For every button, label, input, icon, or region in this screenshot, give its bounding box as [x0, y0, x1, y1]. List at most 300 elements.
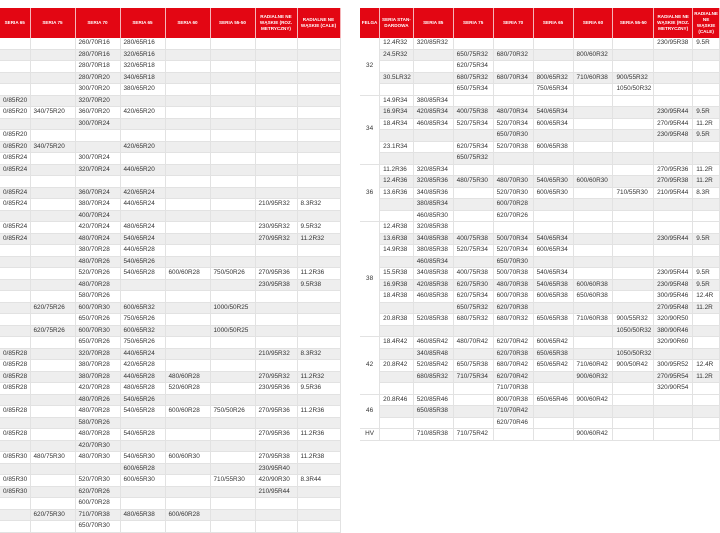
table-row — [360, 371, 720, 383]
table-cell — [573, 222, 613, 234]
table-cell — [693, 406, 720, 418]
table-cell — [654, 141, 693, 153]
table-cell: 480/70R30 — [493, 176, 533, 188]
table-cell: 16.9R34 — [380, 107, 414, 119]
table-row — [0, 95, 340, 107]
table-row — [0, 498, 340, 510]
table-row — [360, 302, 720, 314]
table-cell: 270/95R54 — [654, 371, 693, 383]
table-cell — [30, 256, 75, 268]
table-cell: 620/75R34 — [453, 141, 493, 153]
table-cell — [165, 394, 210, 406]
table-row — [360, 72, 720, 84]
table-cell — [654, 394, 693, 406]
column-header: SERIA 75 — [30, 8, 75, 38]
table-cell: 12.4R — [693, 360, 720, 372]
table-row — [360, 268, 720, 280]
table-row — [0, 38, 340, 49]
rim-size-cell: 42 — [360, 337, 380, 395]
table-cell: 11.2R — [693, 371, 720, 383]
table-cell — [297, 245, 340, 257]
table-cell — [30, 49, 75, 61]
table-cell — [30, 383, 75, 395]
table-cell — [613, 279, 654, 291]
table-cell — [654, 61, 693, 73]
table-cell — [693, 199, 720, 211]
table-cell: 800/65R32 — [533, 72, 573, 84]
rim-size-cell: 36 — [360, 164, 380, 222]
table-cell — [413, 72, 453, 84]
table-row — [360, 153, 720, 165]
table-cell — [165, 233, 210, 245]
table-cell: 380/70R28 — [75, 245, 120, 257]
table-cell: 600/65R28 — [120, 463, 165, 475]
table-cell: 500/70R34 — [493, 233, 533, 245]
table-cell: 210/95R32 — [255, 199, 297, 211]
table-cell — [573, 383, 613, 395]
table-cell: 0/85R24 — [0, 153, 30, 165]
table-cell: 0/85R24 — [0, 233, 30, 245]
table-cell: 600/60R30 — [573, 176, 613, 188]
table-cell: 13.6R38 — [380, 233, 414, 245]
table-cell — [30, 130, 75, 142]
table-cell — [165, 302, 210, 314]
table-cell — [30, 153, 75, 165]
table-cell — [573, 417, 613, 429]
table-cell — [30, 498, 75, 510]
table-cell: 9.5R — [693, 233, 720, 245]
table-cell: 800/60R32 — [573, 49, 613, 61]
table-cell — [75, 176, 120, 188]
table-row — [360, 417, 720, 429]
table-cell: 400/75R38 — [453, 268, 493, 280]
table-cell — [210, 394, 255, 406]
table-cell: 650/70R30 — [493, 130, 533, 142]
table-cell — [165, 325, 210, 337]
table-cell — [297, 95, 340, 107]
table-cell: 900/55R32 — [613, 72, 654, 84]
table-cell — [30, 176, 75, 188]
table-cell: 0/85R28 — [0, 360, 30, 372]
table-cell: 9.5R32 — [297, 222, 340, 234]
table-cell: 340/85R36 — [413, 187, 453, 199]
table-cell — [380, 302, 414, 314]
column-header: SERIA 85 — [413, 8, 453, 38]
table-cell — [255, 314, 297, 326]
column-header: SERIA 60 — [165, 8, 210, 38]
table-cell: 480/70R28 — [75, 279, 120, 291]
table-cell: 380/85R34 — [413, 199, 453, 211]
table-cell: 230/95R40 — [255, 463, 297, 475]
table-cell: 600/65R34 — [533, 245, 573, 257]
table-cell: 230/95R48 — [654, 279, 693, 291]
table-cell — [380, 199, 414, 211]
table-cell: 11.2R38 — [297, 452, 340, 464]
table-row — [0, 245, 340, 257]
table-cell — [573, 187, 613, 199]
table-cell: 340/65R18 — [120, 72, 165, 84]
table-cell — [120, 210, 165, 222]
table-cell: 750/65R34 — [533, 84, 573, 96]
table-cell: 520/85R42 — [413, 360, 453, 372]
table-cell: 600/70R30 — [75, 325, 120, 337]
table-cell: 520/70R34 — [493, 245, 533, 257]
table-cell — [693, 72, 720, 84]
table-cell: 420/70R24 — [75, 222, 120, 234]
table-row — [0, 337, 340, 349]
table-cell: 710/70R38 — [493, 383, 533, 395]
table-cell — [0, 279, 30, 291]
column-header: FELGA — [360, 8, 380, 38]
table-cell: 540/65R30 — [120, 452, 165, 464]
table-cell — [30, 429, 75, 441]
table-cell: 380/70R24 — [75, 199, 120, 211]
table-cell: 580/70R26 — [75, 291, 120, 303]
table-row — [0, 406, 340, 418]
table-cell — [165, 118, 210, 130]
table-cell — [613, 291, 654, 303]
table-cell: 320/90R50 — [654, 314, 693, 326]
table-row — [360, 187, 720, 199]
table-cell: 900/50R42 — [613, 360, 654, 372]
table-cell — [380, 256, 414, 268]
table-cell — [0, 498, 30, 510]
table-cell: 480/65R24 — [120, 222, 165, 234]
table-cell: 620/70R26 — [493, 210, 533, 222]
table-cell: 18.4R42 — [380, 337, 414, 349]
table-cell — [165, 153, 210, 165]
table-cell: 1000/50R25 — [210, 325, 255, 337]
table-cell — [165, 521, 210, 533]
table-cell: 900/60R42 — [573, 394, 613, 406]
table-cell: 900/60R32 — [573, 371, 613, 383]
table-cell: 520/70R30 — [75, 475, 120, 487]
table-cell — [413, 84, 453, 96]
table-cell — [210, 130, 255, 142]
table-cell: 650/75R38 — [453, 360, 493, 372]
table-cell: 520/70R38 — [493, 141, 533, 153]
table-cell — [165, 498, 210, 510]
table-row — [0, 84, 340, 96]
table-row — [360, 107, 720, 119]
table-cell: 320/70R28 — [75, 348, 120, 360]
table-cell: 480/70R24 — [75, 233, 120, 245]
table-cell — [0, 268, 30, 280]
table-cell: 340/85R48 — [413, 348, 453, 360]
table-cell: 520/75R34 — [453, 118, 493, 130]
table-cell: 14.9R38 — [380, 245, 414, 257]
table-row — [360, 95, 720, 107]
table-cell — [493, 84, 533, 96]
table-cell — [613, 371, 654, 383]
table-row — [0, 440, 340, 452]
table-cell — [120, 176, 165, 188]
table-cell: 12.4R36 — [380, 176, 414, 188]
table-cell — [297, 61, 340, 73]
table-cell — [255, 118, 297, 130]
table-cell: 540/65R24 — [120, 233, 165, 245]
table-cell — [297, 314, 340, 326]
table-cell: 600/65R32 — [120, 302, 165, 314]
table-cell — [533, 417, 573, 429]
table-cell: 270/95R36 — [255, 429, 297, 441]
table-cell: 600/70R30 — [75, 302, 120, 314]
table-cell: 230/95R44 — [654, 233, 693, 245]
table-cell: 520/70R34 — [493, 118, 533, 130]
table-cell: 420/90R30 — [255, 475, 297, 487]
table-cell — [30, 245, 75, 257]
table-cell — [613, 141, 654, 153]
table-cell — [573, 118, 613, 130]
table-cell: 600/65R30 — [533, 187, 573, 199]
table-row — [360, 49, 720, 61]
table-cell — [493, 429, 533, 441]
table-cell: 600/70R28 — [493, 199, 533, 211]
table-cell: 24.5R32 — [380, 49, 414, 61]
table-cell: 0/85R30 — [0, 452, 30, 464]
table-cell — [533, 406, 573, 418]
table-cell — [380, 130, 414, 142]
table-cell — [165, 72, 210, 84]
table-cell — [30, 72, 75, 84]
table-cell: 1050/50R32 — [613, 84, 654, 96]
table-cell: 0/85R28 — [0, 371, 30, 383]
table-cell: 480/70R30 — [75, 452, 120, 464]
table-cell — [30, 118, 75, 130]
table-cell: 11.2R — [693, 164, 720, 176]
table-cell — [297, 291, 340, 303]
table-cell — [30, 337, 75, 349]
table-cell — [165, 199, 210, 211]
table-cell — [613, 164, 654, 176]
table-cell: 520/70R26 — [75, 268, 120, 280]
table-cell — [613, 118, 654, 130]
table-cell — [255, 245, 297, 257]
table-row — [0, 348, 340, 360]
table-cell: 710/75R34 — [453, 371, 493, 383]
table-cell — [613, 394, 654, 406]
table-cell: 650/65R46 — [533, 394, 573, 406]
table-cell — [453, 38, 493, 49]
table-row — [360, 360, 720, 372]
table-cell: 460/85R34 — [413, 118, 453, 130]
table-cell: 480/60R28 — [165, 371, 210, 383]
table-cell: 9.5R — [693, 279, 720, 291]
table-cell — [0, 38, 30, 49]
table-cell — [493, 61, 533, 73]
table-cell — [533, 49, 573, 61]
table-cell: 270/95R36 — [255, 268, 297, 280]
table-cell: 300/95R46 — [654, 291, 693, 303]
table-row — [360, 199, 720, 211]
table-cell: 710/75R42 — [453, 429, 493, 441]
table-cell: 230/95R48 — [654, 130, 693, 142]
table-cell — [30, 279, 75, 291]
table-cell: 650/75R34 — [453, 84, 493, 96]
table-row — [360, 38, 720, 49]
table-cell — [255, 153, 297, 165]
table-cell: 420/65R20 — [120, 107, 165, 119]
table-cell: 420/70R28 — [75, 383, 120, 395]
table-cell: 900/60R42 — [573, 429, 613, 441]
table-row — [0, 199, 340, 211]
table-cell — [0, 245, 30, 257]
table-cell — [30, 371, 75, 383]
table-cell — [453, 325, 493, 337]
table-cell: 540/65R38 — [533, 279, 573, 291]
table-cell — [413, 49, 453, 61]
table-cell — [297, 440, 340, 452]
table-cell — [255, 38, 297, 49]
table-cell — [493, 95, 533, 107]
table-cell: 360/70R24 — [75, 187, 120, 199]
table-cell — [297, 107, 340, 119]
table-cell — [210, 509, 255, 521]
table-cell: 540/65R34 — [533, 233, 573, 245]
table-cell: 650/70R26 — [75, 337, 120, 349]
table-cell: 270/95R32 — [255, 371, 297, 383]
table-cell — [453, 348, 493, 360]
table-row — [360, 130, 720, 142]
table-cell — [297, 256, 340, 268]
table-cell: 11.2R36 — [297, 268, 340, 280]
table-cell — [573, 38, 613, 49]
table-cell — [255, 394, 297, 406]
table-cell — [413, 153, 453, 165]
table-cell — [453, 130, 493, 142]
table-cell — [654, 153, 693, 165]
table-cell: 750/50R26 — [210, 406, 255, 418]
table-cell — [413, 325, 453, 337]
table-cell — [30, 463, 75, 475]
table-cell — [30, 84, 75, 96]
table-cell — [120, 440, 165, 452]
table-cell: 620/70R38 — [493, 348, 533, 360]
table-row — [360, 164, 720, 176]
table-cell — [453, 199, 493, 211]
table-cell — [165, 486, 210, 498]
table-cell — [210, 84, 255, 96]
table-cell — [533, 222, 573, 234]
table-row — [0, 256, 340, 268]
table-cell: 320/85R38 — [413, 222, 453, 234]
table-row — [360, 383, 720, 395]
table-cell — [693, 429, 720, 441]
table-cell: 650/65R38 — [533, 348, 573, 360]
table-cell — [120, 130, 165, 142]
table-cell: 9.5R — [693, 268, 720, 280]
table-cell: 540/65R28 — [120, 406, 165, 418]
table-row — [360, 256, 720, 268]
table-cell — [297, 417, 340, 429]
table-cell — [210, 521, 255, 533]
table-cell: 480/75R30 — [30, 452, 75, 464]
table-cell — [453, 394, 493, 406]
table-cell — [533, 256, 573, 268]
table-row — [0, 360, 340, 372]
table-cell — [255, 291, 297, 303]
table-cell — [380, 406, 414, 418]
table-cell — [613, 176, 654, 188]
rim-size-cell: 38 — [360, 222, 380, 337]
table-row — [360, 222, 720, 234]
table-cell: 440/65R24 — [120, 348, 165, 360]
table-cell: 480/75R30 — [453, 176, 493, 188]
table-cell: 210/95R44 — [255, 486, 297, 498]
table-cell — [165, 84, 210, 96]
table-cell — [165, 475, 210, 487]
table-cell: 710/55R30 — [210, 475, 255, 487]
table-cell — [0, 84, 30, 96]
table-cell — [533, 429, 573, 441]
table-cell — [255, 521, 297, 533]
table-cell — [297, 509, 340, 521]
table-cell — [210, 452, 255, 464]
table-cell — [0, 49, 30, 61]
table-row — [0, 176, 340, 188]
table-cell: 580/70R26 — [75, 417, 120, 429]
column-header: SERIA 55-50 — [210, 8, 255, 38]
table-cell — [573, 337, 613, 349]
table-cell — [0, 509, 30, 521]
table-cell: 20.8R38 — [380, 314, 414, 326]
table-cell: 420/65R24 — [120, 187, 165, 199]
table-cell — [30, 360, 75, 372]
table-cell — [573, 164, 613, 176]
table-cell — [165, 38, 210, 49]
table-cell: 0/85R30 — [0, 475, 30, 487]
table-cell — [210, 371, 255, 383]
table-cell — [210, 222, 255, 234]
table-cell — [255, 302, 297, 314]
table-cell — [30, 210, 75, 222]
table-cell — [654, 222, 693, 234]
table-row — [360, 325, 720, 337]
table-cell: 750/50R26 — [210, 268, 255, 280]
table-cell: 0/85R24 — [0, 199, 30, 211]
table-cell: 380/65R20 — [120, 84, 165, 96]
table-cell — [120, 521, 165, 533]
table-cell — [75, 463, 120, 475]
table-cell — [165, 141, 210, 153]
table-cell: 750/65R26 — [120, 337, 165, 349]
table-cell — [533, 164, 573, 176]
table-row — [0, 486, 340, 498]
table-cell — [533, 325, 573, 337]
table-cell — [297, 337, 340, 349]
table-cell: 420/85R38 — [413, 279, 453, 291]
table-cell — [210, 256, 255, 268]
table-cell: 360/70R20 — [75, 107, 120, 119]
table-cell: 210/95R32 — [255, 348, 297, 360]
column-header: SERIA 70 — [75, 8, 120, 38]
table-cell — [533, 383, 573, 395]
table-cell: 520/60R28 — [165, 383, 210, 395]
table-cell — [165, 291, 210, 303]
table-cell: 300/95R52 — [654, 360, 693, 372]
table-cell — [693, 337, 720, 349]
table-cell — [255, 61, 297, 73]
table-cell — [297, 130, 340, 142]
table-row — [0, 49, 340, 61]
table-cell — [380, 371, 414, 383]
table-cell — [0, 61, 30, 73]
table-row — [360, 61, 720, 73]
table-cell — [165, 107, 210, 119]
table-cell: 600/65R38 — [533, 291, 573, 303]
table-cell — [453, 187, 493, 199]
table-cell — [210, 210, 255, 222]
